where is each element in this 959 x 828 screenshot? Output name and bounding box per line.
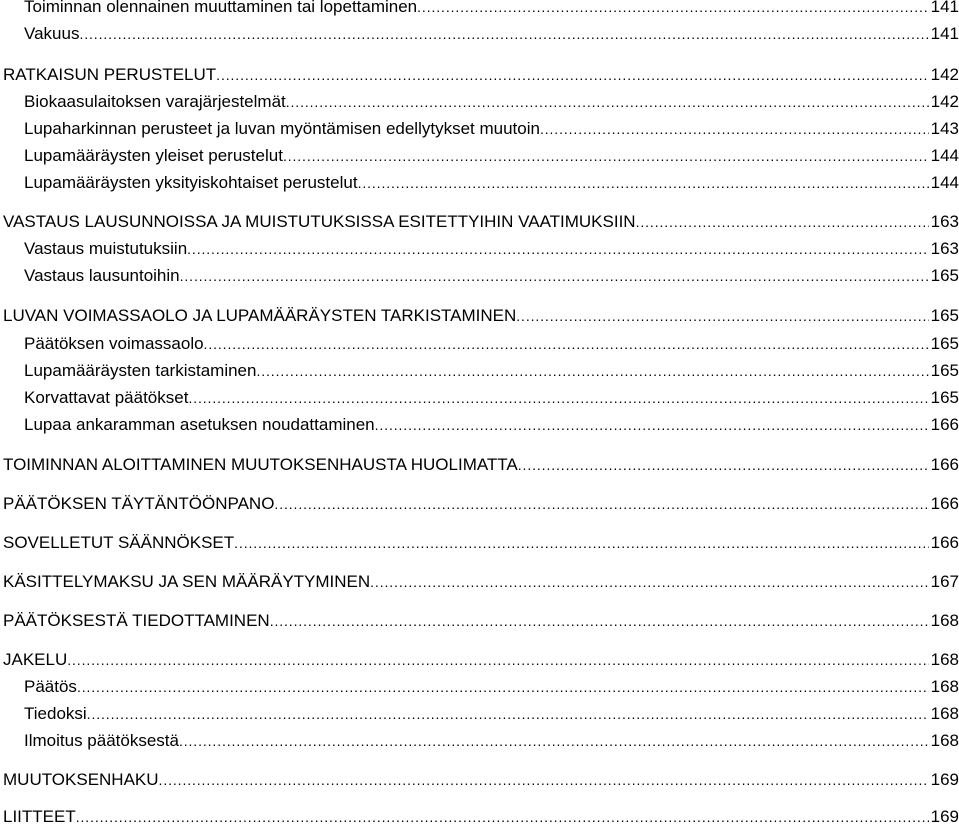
toc-entry[interactable] xyxy=(0,0,959,18)
toc-entry-title: Lupaharkinnan perusteet ja luvan myöntämisen edellytykset muutoin xyxy=(24,119,540,138)
toc-entry[interactable] xyxy=(0,145,959,167)
toc-entry-title: LIITTEET xyxy=(3,807,76,826)
toc-entry-title: PÄÄTÖKSEN TÄYTÄNTÖÖNPANO xyxy=(3,494,275,513)
toc-entry-page: 168 xyxy=(930,650,959,669)
toc-dot-leader xyxy=(270,610,929,632)
toc-entry[interactable] xyxy=(0,414,959,436)
toc-entry-title: TOIMINNAN ALOITTAMINEN MUUTOKSENHAUSTA HUOLIMATTA xyxy=(3,455,518,474)
toc-entry[interactable] xyxy=(0,265,959,287)
toc-entry[interactable] xyxy=(0,649,959,671)
toc-entry[interactable] xyxy=(0,532,959,554)
toc-dot-leader xyxy=(516,305,928,327)
toc-entry[interactable] xyxy=(0,238,959,260)
toc-entry-title: PÄÄTÖKSESTÄ TIEDOTTAMINEN xyxy=(3,611,270,630)
toc-entry-title: Biokaasulaitoksen varajärjestelmät xyxy=(24,92,286,111)
toc-dot-leader xyxy=(180,265,929,287)
toc-entry[interactable] xyxy=(0,454,959,476)
toc-entry[interactable] xyxy=(0,610,959,632)
toc-entry-title: Päätöksen voimassaolo xyxy=(24,334,204,353)
toc-dot-leader xyxy=(188,387,928,409)
toc-entry-title: Lupamääräysten yleiset perustelut xyxy=(24,146,283,165)
toc-entry-page: 166 xyxy=(930,494,959,513)
toc-entry-title: Toiminnan olennainen muuttaminen tai lopettaminen xyxy=(24,0,418,16)
toc-entry[interactable] xyxy=(0,806,959,828)
toc-dot-leader xyxy=(67,649,928,671)
toc-entry[interactable] xyxy=(0,387,959,409)
toc-dot-leader xyxy=(179,730,929,752)
toc-entry-page: 168 xyxy=(930,731,959,750)
toc-entry[interactable] xyxy=(0,211,959,233)
toc-entry-page: 144 xyxy=(930,146,959,165)
toc-entry-page: 166 xyxy=(930,455,959,474)
toc-entry-page: 165 xyxy=(930,334,959,353)
toc-entry-title: Korvattavat päätökset xyxy=(24,388,189,407)
toc-entry-page: 169 xyxy=(930,770,959,789)
toc-entry[interactable] xyxy=(0,493,959,515)
toc-entry-page: 163 xyxy=(930,212,959,231)
toc-entry[interactable] xyxy=(0,676,959,698)
toc-dot-leader xyxy=(87,703,929,725)
toc-dot-leader xyxy=(204,333,929,355)
toc-dot-leader xyxy=(77,676,929,698)
toc-entry-page: 144 xyxy=(930,173,959,192)
toc-entry-title: LUVAN VOIMASSAOLO JA LUPAMÄÄRÄYSTEN TARKISTAMINEN xyxy=(3,306,517,325)
toc-entry-title: Tiedoksi xyxy=(24,704,87,723)
toc-entry-title: VASTAUS LAUSUNNOISSA JA MUISTUTUKSISSA ESITETTYIHIN VAATIMUKSIIN xyxy=(3,212,636,231)
toc-entry-page: 141 xyxy=(930,0,959,16)
toc-entry-page: 165 xyxy=(930,266,959,285)
toc-entry-page: 142 xyxy=(930,92,959,111)
toc-dot-leader xyxy=(79,23,928,45)
toc-entry-title: SOVELLETUT SÄÄNNÖKSET xyxy=(3,533,235,552)
toc-dot-leader xyxy=(358,172,929,194)
toc-dot-leader xyxy=(234,532,928,554)
toc-entry[interactable] xyxy=(0,305,959,327)
toc-entry[interactable] xyxy=(0,23,959,45)
toc-entry-title: KÄSITTELYMAKSU JA SEN MÄÄRÄYTYMINEN xyxy=(3,572,371,591)
toc-entry-page: 166 xyxy=(930,533,959,552)
toc-entry-title: JAKELU xyxy=(3,650,68,669)
toc-entry-page: 143 xyxy=(930,119,959,138)
toc-dot-leader xyxy=(518,454,929,476)
toc-entry-page: 169 xyxy=(930,807,959,826)
toc-dot-leader xyxy=(274,493,928,515)
toc-entry-title: Vakuus xyxy=(24,24,80,43)
toc-dot-leader xyxy=(540,118,929,140)
toc-dot-leader xyxy=(636,211,929,233)
toc-dot-leader xyxy=(256,360,928,382)
toc-entry-page: 168 xyxy=(930,704,959,723)
toc-entry-title: MUUTOKSENHAKU xyxy=(3,770,159,789)
toc-entry-page: 163 xyxy=(930,239,959,258)
toc-entry[interactable] xyxy=(0,703,959,725)
toc-dot-leader xyxy=(187,238,928,260)
toc-entry-title: Lupaa ankaramman asetuksen noudattaminen xyxy=(24,415,375,434)
toc-entry-title: Ilmoitus päätöksestä xyxy=(24,731,179,750)
toc-entry-title: Lupamääräysten tarkistaminen xyxy=(24,361,257,380)
toc-entry-page: 165 xyxy=(930,306,959,325)
toc-dot-leader xyxy=(283,145,929,167)
toc-entry-page: 168 xyxy=(930,611,959,630)
toc-entry-title: RATKAISUN PERUSTELUT xyxy=(3,65,217,84)
toc-entry[interactable] xyxy=(0,360,959,382)
toc-entry-page: 141 xyxy=(930,24,959,43)
toc-entry-title: Vastaus lausuntoihin xyxy=(24,266,180,285)
toc-entry-page: 165 xyxy=(930,388,959,407)
toc-entry-title: Päätös xyxy=(24,677,77,696)
toc-entry-title: Lupamääräysten yksityiskohtaiset perustelut xyxy=(24,173,358,192)
toc-entry[interactable] xyxy=(0,769,959,791)
toc-entry[interactable] xyxy=(0,118,959,140)
toc-dot-leader xyxy=(286,91,929,113)
toc-dot-leader xyxy=(216,64,928,86)
toc-dot-leader xyxy=(159,769,929,791)
toc-entry[interactable] xyxy=(0,571,959,593)
toc-dot-leader xyxy=(76,806,929,828)
toc-dot-leader xyxy=(370,571,928,593)
toc-entry[interactable] xyxy=(0,333,959,355)
toc-entry-page: 166 xyxy=(930,415,959,434)
toc-dot-leader xyxy=(375,414,929,436)
toc-entry-page: 167 xyxy=(930,572,959,591)
toc-entry-page: 165 xyxy=(930,361,959,380)
toc-entry[interactable] xyxy=(0,172,959,194)
toc-entry[interactable] xyxy=(0,64,959,86)
toc-entry-title: Vastaus muistutuksiin xyxy=(24,239,188,258)
toc-entry-page: 142 xyxy=(930,65,959,84)
toc-entry[interactable] xyxy=(0,91,959,113)
toc-entry-page: 168 xyxy=(930,677,959,696)
toc-dot-leader xyxy=(417,0,928,18)
toc-entry[interactable] xyxy=(0,730,959,752)
